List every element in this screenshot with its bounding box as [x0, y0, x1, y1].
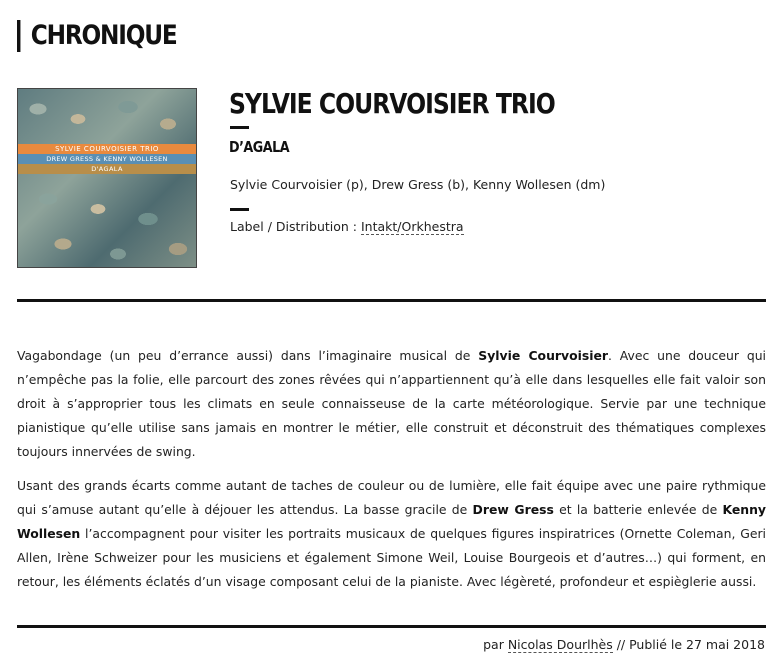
artist-name: Sylvie Courvoisier — [478, 348, 608, 363]
publish-date: // Publié le 27 mai 2018 — [612, 637, 765, 652]
cover-band-title: SYLVIE COURVOISIER TRIO — [18, 144, 196, 154]
label-prefix: Label / Distribution : — [230, 219, 361, 234]
cover-band-album: D'AGALA — [18, 164, 196, 174]
title-divider — [230, 126, 249, 129]
album-subtitle: D’AGALA — [229, 138, 290, 156]
article-body — [17, 344, 766, 604]
artist-name: Drew Gress — [472, 502, 554, 517]
text-run: l’accompagnent pour visiter les portraits musicaux de quelques figures inspiratrices (Ornette Coleman, Geri Allen, Irène Schweizer pour les musiciens et également Simone Weil, Louise Bourgeois et d’autres…) qui forment, en retour, les éléments éclatés d’un visage composant celui de la pianiste. Avec légèreté, profondeur et espièglerie aussi. — [17, 526, 766, 589]
text-run: . Avec une douceur qui n’empêche pas la folie, elle parcourt des zones rêvées qui n’appartiennent qu’à elle dans lesquelles elle fait valoir son droit à s’approprier tous les climats en seule connaisseuse de la carte météorologique. Servie par une technique pianistique qu’elle utilise sans jamais en montrer le métier, elle construit et déconstruit des thématiques complexes toujours innervées de swing. — [17, 348, 766, 459]
author-link[interactable]: Nicolas Dourlhès — [507, 637, 613, 652]
footer-divider — [17, 625, 766, 628]
text-run: et la batterie enlevée de — [553, 502, 723, 517]
musicians-list: Sylvie Courvoisier (p), Drew Gress (b), Kenny Wollesen (dm) — [230, 177, 606, 192]
section-heading: CHRONIQUE — [17, 20, 177, 52]
label-link[interactable]: Intakt/Orkhestra — [360, 219, 464, 234]
label-distribution — [230, 218, 464, 236]
article-paragraph — [17, 344, 766, 464]
article-paragraph — [17, 474, 766, 594]
label-divider — [230, 208, 249, 211]
header-divider — [17, 299, 766, 302]
text-run: Vagabondage (un peu d’errance aussi) dans l’imaginaire musical de — [17, 348, 479, 363]
byline-prefix: par — [483, 637, 508, 652]
album-cover-image — [17, 88, 197, 268]
cover-band-musicians: DREW GRESS & KENNY WOLLESEN — [18, 154, 196, 164]
byline — [483, 636, 765, 654]
text-run: Usant des grands écarts comme autant de taches de couleur ou de lumière, elle fait équipe avec une paire rythmique qui s’amuse autant qu’elle à déjouer les attendus. La basse gracile de — [17, 478, 766, 517]
album-title: SYLVIE COURVOISIER TRIO — [229, 87, 555, 120]
artist-name: Kenny Wollesen — [17, 502, 766, 541]
